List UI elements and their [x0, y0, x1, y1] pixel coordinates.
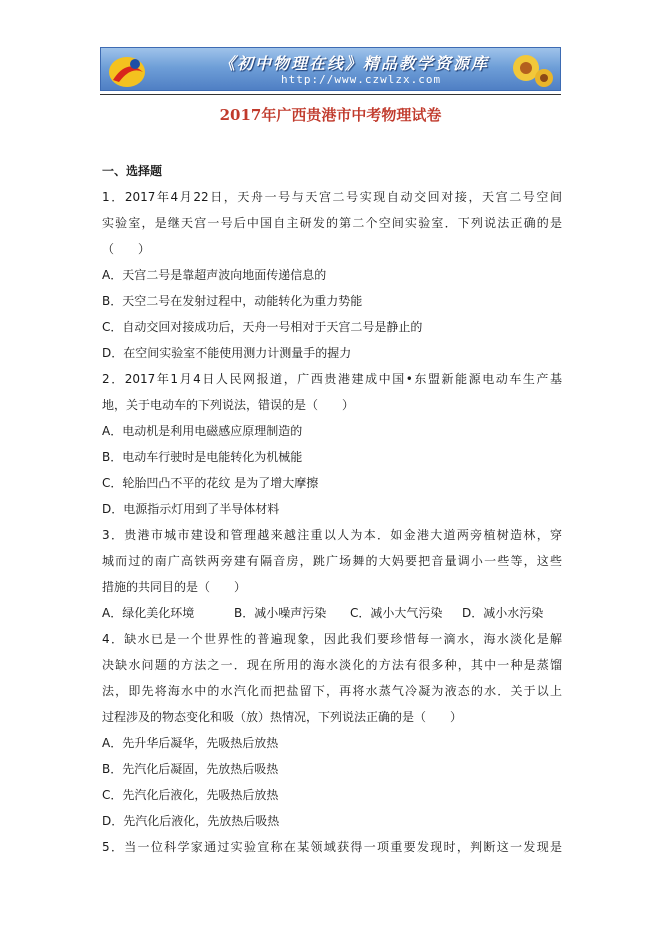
- text-line: B．电动车行驶时是电能转化为机械能: [102, 450, 303, 464]
- text-line: 地，关于电动车的下列说法，错误的是（ ）: [102, 398, 355, 412]
- text-line: 实验室，是继天宫一号后中国自主研发的第二个空间实验室．下列说法正确的是: [102, 216, 562, 230]
- question-list: [102, 158, 562, 860]
- header-rule: [100, 94, 561, 95]
- text-line: 3．贵港市城市建设和管理越来越注重以人为本．如金港大道两旁植树造林，穿: [102, 528, 562, 542]
- logo-icon: [105, 50, 149, 90]
- text-line: C．自动交回对接成功后，天舟一号相对于天宫二号是静止的: [102, 320, 423, 334]
- banner-url: http://www.czwlzx.com: [281, 73, 442, 86]
- q3-option: D．减小水污染: [462, 606, 544, 620]
- text-line: B．先汽化后凝固，先放热后吸热: [102, 762, 279, 776]
- text-line: 过程涉及的物态变化和吸（放）热情况，下列说法正确的是（ ）: [102, 710, 463, 724]
- text-line: 5．当一位科学家通过实验宣称在某领域获得一项重要发现时，判断这一发现是: [102, 840, 562, 854]
- text-line: C．轮胎凹凸不平的花纹 是为了增大摩擦: [102, 476, 319, 490]
- q3-option: A．绿化美化环境: [102, 606, 195, 620]
- text-line: 决缺水问题的方法之一．现在所用的海水淡化的方法有很多种，其中一种是蒸馏: [102, 658, 562, 672]
- q3-option: B．减小噪声污染: [234, 606, 327, 620]
- text-line: 1．2017年4月22日，天舟一号与天宫二号实现自动交回对接，天宫二号空间: [102, 190, 562, 204]
- text-line: A．天宫二号是靠超声波向地面传递信息的: [102, 268, 327, 282]
- q3-option: C．减小大气污染: [350, 606, 443, 620]
- text-line: 2．2017年1月4日人民网报道，广西贵港建成中国•东盟新能源电动车生产基: [102, 372, 562, 386]
- text-line: （ ）: [102, 242, 151, 256]
- banner-title: 《初中物理在线》精品教学资源库: [219, 54, 490, 73]
- text-line: 法，即先将海水中的水汽化而把盐留下，再将水蒸气冷凝为液态的水．关于以上: [102, 684, 562, 698]
- text-line: A．电动机是利用电磁感应原理制造的: [102, 424, 303, 438]
- text-line: C．先汽化后液化，先吸热后放热: [102, 788, 279, 802]
- header-banner: [100, 47, 561, 91]
- text-line: D．先汽化后液化，先放热后吸热: [102, 814, 280, 828]
- q3-options: [102, 600, 562, 626]
- flower-icon: [486, 48, 556, 90]
- text-line: A．先升华后凝华，先吸热后放热: [102, 736, 279, 750]
- text-line: D．在空间实验室不能使用测力计测量手的握力: [102, 346, 352, 360]
- text-line: D．电源指示灯用到了半导体材料: [102, 502, 280, 516]
- text-line: 城而过的南广高铁两旁建有隔音房，跳广场舞的大妈要把音量调小一些等，这些: [102, 554, 562, 568]
- page-title: 2017年广西贵港市中考物理试卷: [219, 106, 442, 124]
- section-heading: 一、选择题: [102, 164, 163, 178]
- text-line: B．天空二号在发射过程中，动能转化为重力势能: [102, 294, 363, 308]
- text-line: 4．缺水已是一个世界性的普遍现象，因此我们要珍惜每一滴水，海水淡化是解: [102, 632, 562, 646]
- text-line: 措施的共同目的是（ ）: [102, 580, 247, 594]
